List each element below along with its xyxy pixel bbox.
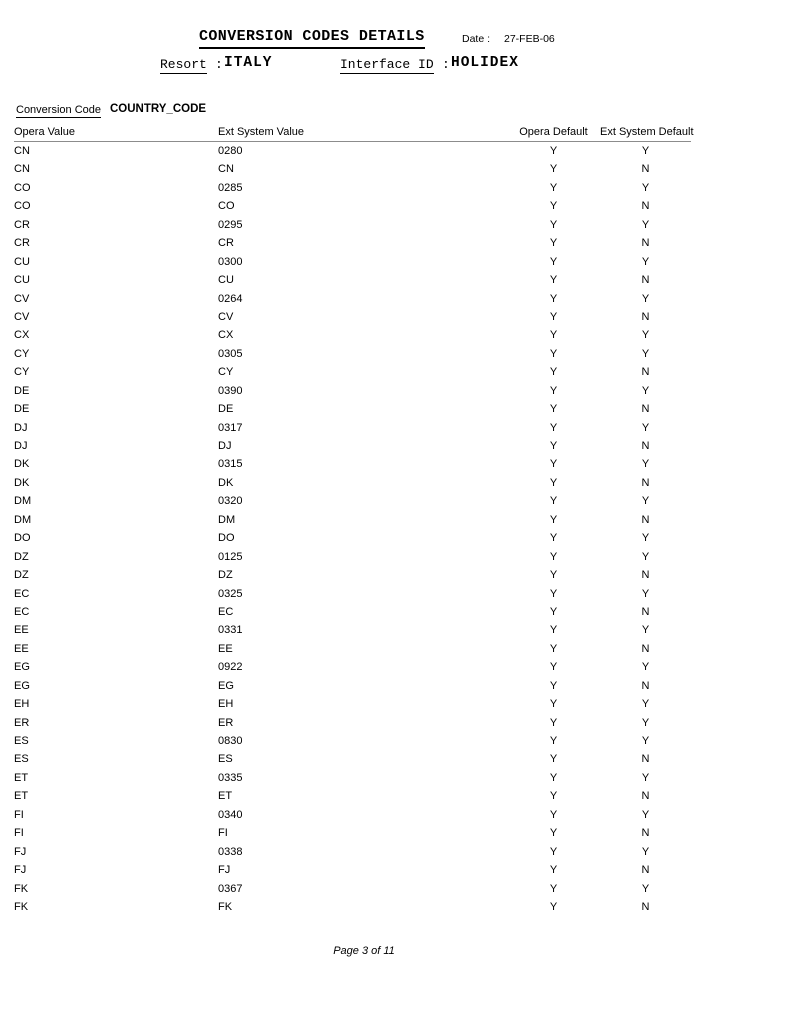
opera-default-cell: Y [549,864,558,877]
ext-system-value-cell: DJ [218,440,232,452]
table-row [14,216,691,234]
opera-value-cell: CV [14,292,30,305]
table-row [14,695,691,713]
ext-system-value-cell: FJ [218,864,231,877]
opera-value-cell: DJ [14,440,28,452]
ext-system-value-cell: DK [218,476,234,489]
table-row [14,714,691,732]
opera-default-cell: Y [549,421,558,434]
ext-system-default-cell: N [641,790,650,803]
opera-value-cell: FI [14,827,24,840]
ext-system-value-cell: 0390 [218,384,243,397]
opera-value-cell: ET [14,790,29,803]
opera-value-cell: CY [14,366,30,379]
ext-system-default-cell: Y [641,550,650,563]
ext-system-value-cell: 0325 [218,587,243,600]
table-row [14,197,691,215]
ext-system-default-cell: N [641,864,650,877]
ext-system-default-cell: N [641,476,650,489]
ext-system-default-cell: N [641,237,650,250]
resort-label: Resort [160,57,207,72]
opera-default-cell: Y [549,808,558,821]
opera-default-cell: Y [549,882,558,895]
opera-default-cell: Y [549,771,558,784]
opera-value-cell: CR [14,218,30,231]
opera-default-cell: Y [549,642,558,655]
opera-default-cell: Y [549,366,558,379]
ext-system-value-cell: 0280 [218,145,243,157]
table-row [14,253,691,271]
opera-default-cell: Y [549,661,558,674]
ext-system-default-cell: N [641,200,650,213]
opera-value-cell: DM [14,495,32,508]
ext-system-default-cell: Y [641,347,650,360]
ext-system-default-cell: N [641,900,650,913]
ext-system-default-cell: Y [641,532,650,545]
resort-separator: : [215,57,223,72]
opera-default-cell: Y [549,790,558,803]
ext-system-default-cell: N [641,827,650,840]
ext-system-default-cell: Y [641,218,650,231]
ext-system-value-cell: ET [218,790,233,803]
page-title: CONVERSION CODES DETAILS [199,28,425,49]
opera-value-cell: CR [14,237,30,250]
table-row [14,455,691,473]
table-row [14,603,691,621]
ext-system-value-cell: 0125 [218,550,243,563]
ext-system-value-cell: CO [218,200,235,213]
ext-system-value-cell: 0331 [218,624,243,637]
table-row [14,363,691,381]
ext-system-default-cell: N [641,569,650,582]
table-row [14,234,691,252]
opera-default-cell: Y [549,200,558,213]
table-row [14,492,691,510]
opera-value-cell: EH [14,698,30,711]
opera-value-cell: EC [14,587,30,600]
ext-system-value-cell: ER [218,716,234,729]
ext-system-default-cell: N [641,403,650,416]
opera-value-cell: DE [14,384,30,397]
opera-value-cell: DK [14,458,30,471]
table-row [14,290,691,308]
opera-value-cell: FK [14,882,29,895]
opera-value-cell: CX [14,329,30,342]
table-row [14,769,691,787]
ext-system-value-cell: 0340 [218,808,243,821]
ext-system-value-cell: 0922 [218,661,243,674]
ext-system-default-cell: Y [641,808,650,821]
ext-system-value-cell: 0315 [218,458,243,471]
ext-system-default-cell: Y [641,698,650,711]
opera-value-cell: CU [14,274,30,287]
table-header-row [14,126,694,142]
table-row [14,548,691,566]
ext-system-value-cell: CR [218,237,234,250]
table-row [14,382,691,400]
ext-system-default-cell: Y [641,624,650,637]
opera-default-cell: Y [549,347,558,360]
table-row [14,308,691,326]
table-row [14,585,691,603]
ext-system-value-cell: DM [218,513,236,526]
table-row [14,400,691,418]
ext-system-default-cell: Y [641,181,650,194]
table-row [14,806,691,824]
ext-system-value-cell: 0338 [218,845,243,858]
table-row [14,437,691,455]
opera-value-cell: DM [14,513,32,526]
opera-value-cell: CN [14,163,30,176]
opera-default-cell: Y [549,476,558,489]
ext-system-value-cell: 0317 [218,421,243,434]
date-label: Date : [462,33,491,45]
column-header-ext-system-value: Ext System Value [218,126,304,138]
ext-system-value-cell: 0367 [218,882,243,895]
table-row [14,271,691,289]
ext-system-default-cell: Y [641,145,650,157]
ext-system-default-cell: Y [641,845,650,858]
opera-value-cell: DJ [14,421,28,434]
ext-system-value-cell: DO [218,532,235,545]
opera-default-cell: Y [549,698,558,711]
ext-system-value-cell: 0264 [218,292,243,305]
opera-default-cell: Y [549,716,558,729]
table-row [14,160,691,178]
table-row [14,750,691,768]
opera-default-cell: Y [549,550,558,563]
ext-system-default-cell: Y [641,661,650,674]
ext-system-default-cell: N [641,274,650,287]
table-row [14,861,691,879]
opera-value-cell: CY [14,347,30,360]
ext-system-default-cell: Y [641,716,650,729]
ext-system-value-cell: 0295 [218,218,243,231]
opera-value-cell: CV [14,310,30,323]
ext-system-value-cell: EC [218,605,234,618]
opera-value-cell: FJ [14,864,27,877]
opera-default-cell: Y [549,900,558,913]
ext-system-default-cell: N [641,163,650,176]
opera-value-cell: DE [14,403,30,416]
table-row [14,677,691,695]
ext-system-value-cell: CN [218,163,234,176]
table-row [14,787,691,805]
ext-system-default-cell: Y [641,882,650,895]
opera-value-cell: DK [14,476,30,489]
interface-id-label: Interface ID [340,57,434,72]
ext-system-default-cell: Y [641,329,650,342]
opera-default-cell: Y [549,605,558,618]
ext-system-default-cell: Y [641,384,650,397]
ext-system-default-cell: N [641,513,650,526]
opera-default-cell: Y [549,624,558,637]
table-row [14,566,691,584]
table-row [14,843,691,861]
opera-default-cell: Y [549,403,558,416]
opera-value-cell: ES [14,735,29,747]
ext-system-value-cell: 0830 [218,735,243,747]
opera-value-cell: FI [14,808,24,821]
table-row [14,732,691,750]
ext-system-value-cell: 0285 [218,181,243,194]
column-header-ext-system-default: Ext System Default [600,126,694,138]
opera-value-cell: CN [14,145,30,157]
conversion-code-value: COUNTRY_CODE [110,103,207,115]
ext-system-value-cell: EG [218,679,234,692]
ext-system-default-cell: N [641,366,650,379]
opera-default-cell: Y [549,753,558,766]
ext-system-value-cell: 0300 [218,255,243,268]
opera-default-cell: Y [549,513,558,526]
table-row [14,142,691,160]
ext-system-default-cell: Y [641,735,650,747]
table-row [14,621,691,639]
table-row [14,345,691,363]
ext-system-value-cell: FK [218,900,233,913]
ext-system-value-cell: EE [218,642,233,655]
ext-system-default-cell: N [641,753,650,766]
table-row [14,824,691,842]
table-body [14,142,691,916]
opera-default-cell: Y [549,310,558,323]
opera-value-cell: EG [14,661,30,674]
opera-value-cell: EE [14,624,29,637]
ext-system-value-cell: DE [218,403,234,416]
ext-system-value-cell: EH [218,698,234,711]
table-row [14,419,691,437]
ext-system-default-cell: N [641,642,650,655]
opera-value-cell: DZ [14,550,29,563]
ext-system-value-cell: 0305 [218,347,243,360]
opera-default-cell: Y [549,440,558,452]
ext-system-default-cell: N [641,679,650,692]
ext-system-value-cell: 0335 [218,771,243,784]
ext-system-value-cell: 0320 [218,495,243,508]
table-row [14,898,691,916]
opera-default-cell: Y [549,587,558,600]
ext-system-default-cell: Y [641,255,650,268]
opera-default-cell: Y [549,735,558,747]
opera-default-cell: Y [549,827,558,840]
opera-default-cell: Y [549,237,558,250]
resort-value: ITALY [224,55,273,71]
ext-system-default-cell: Y [641,458,650,471]
opera-value-cell: DZ [14,569,29,582]
date-value: 27-FEB-06 [504,33,555,45]
opera-value-cell: DO [14,532,31,545]
opera-default-cell: Y [549,495,558,508]
conversion-codes-table [14,126,694,916]
opera-value-cell: CU [14,255,30,268]
table-row [14,474,691,492]
opera-value-cell: CO [14,181,31,194]
opera-value-cell: FK [14,900,29,913]
table-row [14,658,691,676]
opera-default-cell: Y [549,292,558,305]
opera-default-cell: Y [549,218,558,231]
ext-system-default-cell: N [641,605,650,618]
opera-default-cell: Y [549,458,558,471]
opera-value-cell: EE [14,642,29,655]
ext-system-default-cell: Y [641,421,650,434]
ext-system-value-cell: CX [218,329,234,342]
table-row [14,326,691,344]
ext-system-default-cell: N [641,440,650,452]
conversion-code-label: Conversion Code [16,104,101,116]
opera-default-cell: Y [549,679,558,692]
opera-default-cell: Y [549,163,558,176]
opera-value-cell: ER [14,716,30,729]
column-header-opera-default: Opera Default [519,126,588,138]
ext-system-default-cell: Y [641,587,650,600]
opera-default-cell: Y [549,384,558,397]
ext-system-value-cell: CV [218,310,234,323]
opera-default-cell: Y [549,181,558,194]
ext-system-value-cell: FI [218,827,228,840]
interface-id-value: HOLIDEX [451,55,519,71]
ext-system-default-cell: Y [641,771,650,784]
interface-id-separator: : [442,57,450,72]
opera-default-cell: Y [549,145,558,157]
ext-system-value-cell: CU [218,274,234,287]
ext-system-default-cell: N [641,310,650,323]
table-row [14,640,691,658]
opera-value-cell: EC [14,605,30,618]
opera-default-cell: Y [549,274,558,287]
opera-default-cell: Y [549,845,558,858]
opera-default-cell: Y [549,532,558,545]
table-row [14,880,691,898]
opera-value-cell: ES [14,753,29,766]
page-footer: Page 3 of 11 [333,945,395,957]
opera-value-cell: EG [14,679,30,692]
opera-value-cell: FJ [14,845,27,858]
table-row [14,179,691,197]
ext-system-value-cell: DZ [218,569,233,582]
ext-system-value-cell: ES [218,753,233,766]
ext-system-default-cell: Y [641,495,650,508]
ext-system-value-cell: CY [218,366,234,379]
column-header-opera-value: Opera Value [14,126,75,138]
opera-value-cell: CO [14,200,31,213]
opera-default-cell: Y [549,329,558,342]
opera-default-cell: Y [549,569,558,582]
opera-value-cell: ET [14,771,29,784]
ext-system-default-cell: Y [641,292,650,305]
table-row [14,511,691,529]
table-row [14,529,691,547]
opera-default-cell: Y [549,255,558,268]
